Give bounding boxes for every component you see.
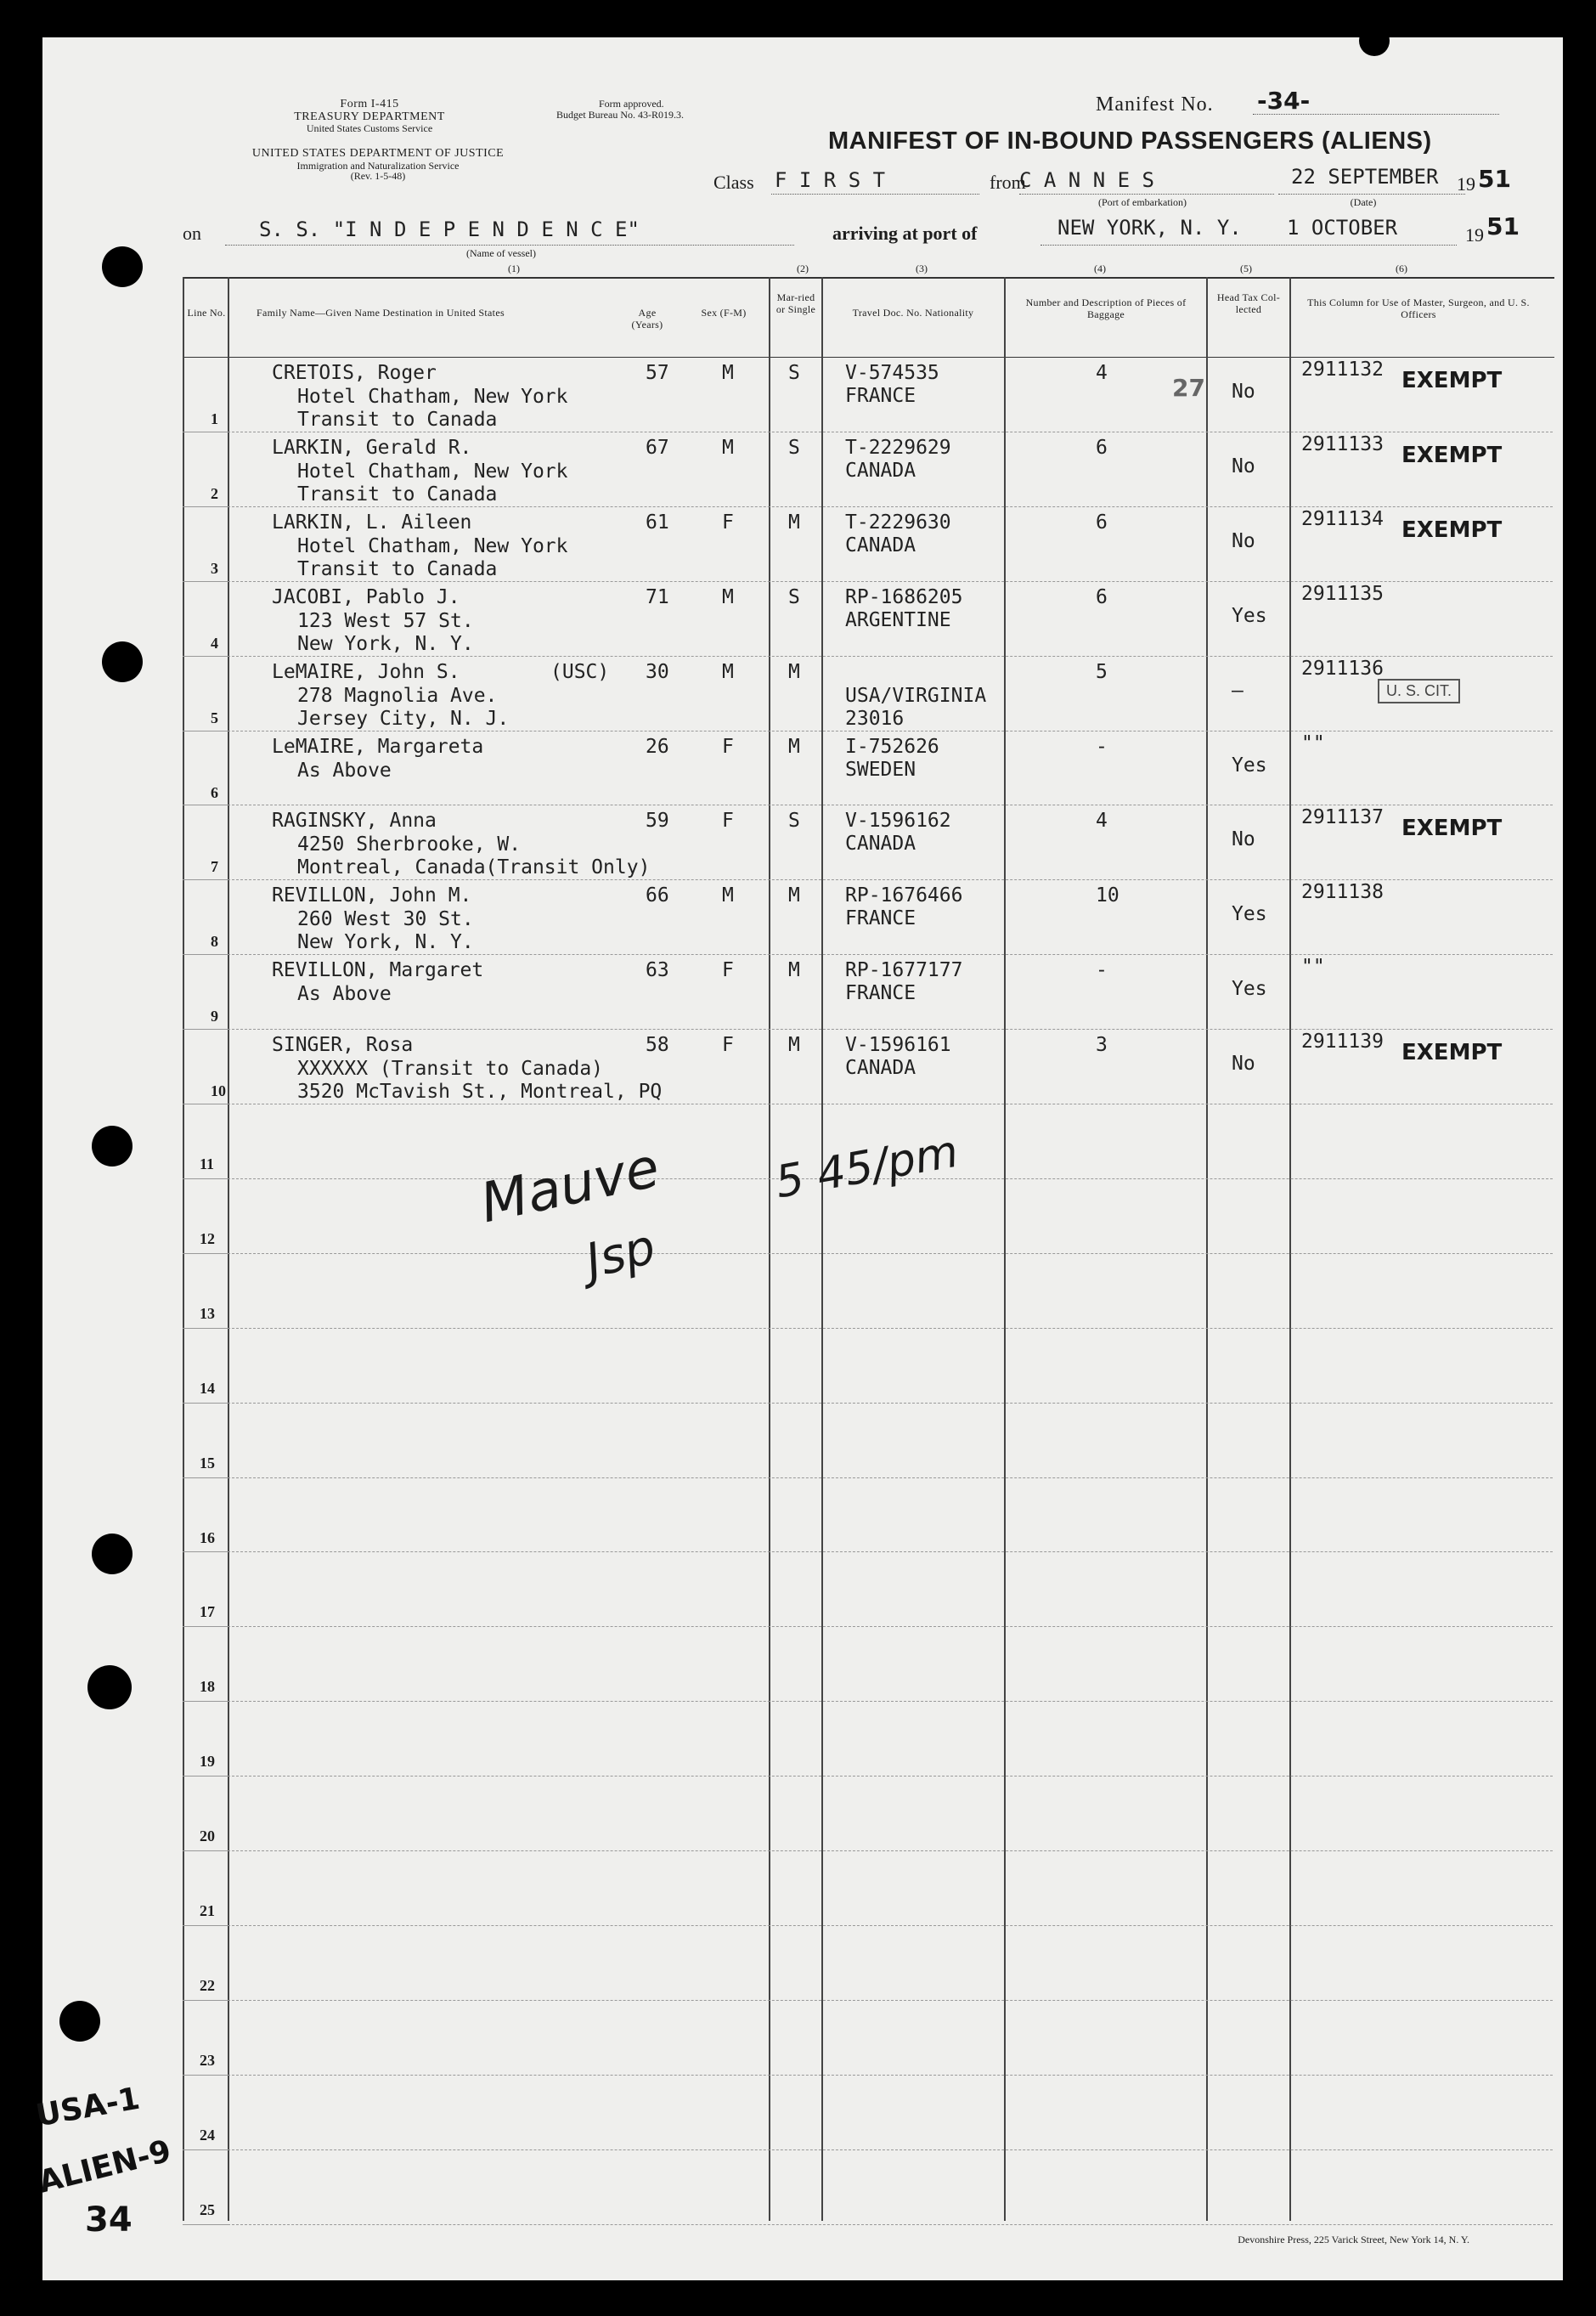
travel-doc-number: RP-1686205	[845, 585, 963, 608]
passenger-name: SINGER, Rosa	[272, 1034, 414, 1057]
col-border-tax-right	[1289, 277, 1291, 2221]
age-value: 30	[646, 660, 669, 683]
exempt-note: EXEMPT	[1401, 816, 1503, 842]
passenger-name: LARKIN, Gerald R.	[272, 436, 472, 459]
passenger-name: LARKIN, L. Aileen	[272, 511, 472, 534]
justice-dept: UNITED STATES DEPARTMENT OF JUSTICE	[251, 147, 505, 160]
destination-line-2: Montreal, Canada(Transit Only)	[297, 856, 651, 879]
baggage-count: 10	[1096, 884, 1119, 907]
year-value: 51	[1478, 165, 1511, 193]
line-number: 5	[211, 709, 218, 726]
us-citizen-stamp: U. S. CIT.	[1378, 679, 1460, 703]
line-number: 17	[200, 1603, 215, 1621]
from-label: from	[990, 172, 1026, 193]
page-title: MANIFEST OF IN-BOUND PASSENGERS (ALIENS)	[828, 127, 1432, 155]
baggage-count: 6	[1096, 436, 1108, 459]
destination-line-1: Hotel Chatham, New York	[297, 386, 568, 408]
travel-doc-number: V-1596161	[845, 1034, 951, 1057]
col-num-3: (3)	[916, 263, 928, 274]
passenger-name: REVILLON, Margaret	[272, 959, 484, 982]
marital-status: M	[788, 959, 800, 982]
travel-doc-number: USA/VIRGINIA	[845, 684, 987, 707]
passenger-name: JACOBI, Pablo J.	[272, 585, 460, 608]
line-number: 22	[200, 1976, 215, 1994]
destination-line-1: Hotel Chatham, New York	[297, 460, 568, 483]
travel-doc-number: V-1596162	[845, 810, 951, 833]
col-border-line	[228, 277, 229, 2221]
age-value: 66	[646, 884, 669, 907]
signature-1: Mauve	[475, 1136, 665, 1236]
binder-hole	[87, 1665, 132, 1709]
line-no-rule	[183, 1776, 228, 1777]
line-number: 21	[200, 1902, 215, 1919]
revision-date: (Rev. 1-5-48)	[350, 170, 406, 183]
line-number: 14	[200, 1379, 215, 1397]
row-rule	[228, 1403, 1553, 1404]
row-rule	[228, 1850, 1553, 1851]
col-border-left	[183, 277, 184, 2221]
baggage-count: 4	[1096, 362, 1108, 384]
officer-number: 2911134	[1301, 507, 1384, 530]
line-no-rule	[183, 1403, 228, 1404]
sex-value: M	[722, 436, 734, 459]
vessel-caption: (Name of vessel)	[466, 247, 536, 259]
year2-value: 51	[1486, 212, 1520, 240]
embark-caption: (Port of embarkation)	[1098, 196, 1187, 208]
officer-number: 2911136	[1301, 657, 1384, 680]
row-rule	[228, 1328, 1553, 1329]
head-tax-collected: Yes	[1232, 754, 1267, 777]
baggage-count: 4	[1096, 810, 1108, 833]
col-border-married-left	[769, 277, 770, 2221]
destination-line-1: 278 Magnolia Ave.	[297, 684, 498, 707]
col-border-bag-right	[1206, 277, 1208, 2221]
sex-value: F	[722, 1034, 734, 1057]
line-no-rule	[183, 2224, 228, 2225]
baggage-count: -	[1096, 735, 1108, 758]
line-no-rule	[183, 656, 228, 657]
class-label: Class	[713, 172, 754, 193]
line-no-rule	[183, 1178, 228, 1179]
sex-value: F	[722, 511, 734, 534]
row-rule	[228, 2000, 1553, 2001]
baggage-count: -	[1096, 959, 1108, 982]
nationality: CANADA	[845, 833, 916, 856]
line-number: 12	[200, 1229, 215, 1247]
binder-hole	[102, 641, 143, 682]
sex-value: M	[722, 585, 734, 608]
sex-value: M	[722, 884, 734, 907]
sex-value: F	[722, 959, 734, 982]
citizen-note: (USC)	[550, 660, 610, 683]
line-number: 9	[211, 1008, 218, 1025]
destination-line-2: New York, N. Y.	[297, 931, 474, 954]
year2-prefix: 19	[1465, 224, 1484, 246]
line-no-rule	[183, 506, 228, 507]
nationality: FRANCE	[845, 982, 916, 1005]
line-no-rule	[183, 581, 228, 582]
age-value: 61	[646, 511, 669, 534]
age-value: 67	[646, 436, 669, 459]
col-header-age: Age (Years)	[631, 307, 663, 330]
margin-note-1: USA-1	[33, 2081, 143, 2134]
line-number: 6	[211, 783, 218, 801]
head-tax-collected: Yes	[1232, 978, 1267, 1001]
line-no-rule	[183, 1328, 228, 1329]
printer-credit: Devonshire Press, 225 Varick Street, New York 14, N. Y.	[1238, 2234, 1469, 2245]
line-number: 11	[200, 1155, 215, 1172]
travel-doc-number: T-2229629	[845, 436, 951, 459]
nationality: CANADA	[845, 459, 916, 482]
nationality: CANADA	[845, 534, 916, 556]
passenger-name: RAGINSKY, Anna	[272, 810, 437, 833]
exempt-note: EXEMPT	[1401, 517, 1503, 543]
binder-hole	[92, 1534, 133, 1574]
line-no-rule	[183, 1626, 228, 1627]
col-header-officers: This Column for Use of Master, Surgeon, and U. S. Officers	[1307, 297, 1530, 320]
col-header-tax: Head Tax Col-lected	[1216, 291, 1281, 315]
binder-hole	[92, 1126, 133, 1166]
vessel-underline	[225, 245, 794, 246]
vessel-name: S. S. "I N D E P E N D E N C E"	[259, 217, 640, 241]
line-no-rule	[183, 731, 228, 732]
arrival-date: 1 OCTOBER	[1287, 216, 1398, 240]
baggage-count: 6	[1096, 511, 1108, 534]
embark-underline	[1019, 194, 1274, 195]
destination-line-2: Transit to Canada	[297, 409, 498, 431]
head-tax-collected: —	[1232, 679, 1244, 702]
passenger-name: LeMAIRE, Margareta	[272, 735, 484, 758]
arrival-time: 5 45/pm	[771, 1126, 962, 1209]
baggage-count: 6	[1096, 585, 1108, 608]
sex-value: F	[722, 735, 734, 758]
nationality: ARGENTINE	[845, 608, 951, 631]
row-rule	[228, 1776, 1553, 1777]
line-no-rule	[183, 879, 228, 880]
manifest-number: -34-	[1257, 87, 1311, 115]
arrival-underline	[1041, 245, 1457, 246]
sex-value: M	[722, 362, 734, 384]
passenger-name: REVILLON, John M.	[272, 884, 472, 907]
row-rule	[228, 2149, 1553, 2150]
col-num-6: (6)	[1396, 263, 1407, 274]
embark-port: C A N N E S	[1019, 168, 1154, 192]
age-value: 58	[646, 1034, 669, 1057]
passenger-name: LeMAIRE, John S.	[272, 660, 460, 683]
arrival-port: NEW YORK, N. Y.	[1057, 216, 1242, 240]
line-number: 2	[211, 484, 218, 502]
form-number: Form I-415	[340, 98, 399, 110]
destination-line-1: XXXXXX (Transit to Canada)	[297, 1058, 604, 1081]
col-header-line: Line No.	[187, 307, 226, 319]
col-border-doc-right	[1004, 277, 1006, 2221]
line-no-rule	[183, 1477, 228, 1478]
destination-line-1: As Above	[297, 759, 392, 782]
signature-2: Jsp	[580, 1219, 661, 1290]
destination-line-2: Jersey City, N. J.	[297, 707, 510, 730]
line-no-rule	[183, 1253, 228, 1254]
arriving-label: arriving at port of	[832, 223, 978, 244]
col-header-baggage: Number and Description of Pieces of Baggage	[1025, 297, 1187, 320]
line-no-rule	[183, 2149, 228, 2150]
treasury-header	[259, 99, 480, 134]
row-rule	[228, 1626, 1553, 1627]
date-caption: (Date)	[1350, 196, 1377, 208]
line-no-rule	[183, 954, 228, 955]
passenger-name: CRETOIS, Roger	[272, 362, 437, 384]
line-no-rule	[183, 1701, 228, 1702]
date-underline	[1278, 194, 1465, 195]
destination-line-1: 123 West 57 St.	[297, 609, 474, 632]
officer-number: 2911133	[1301, 432, 1384, 455]
exempt-note: EXEMPT	[1401, 442, 1503, 468]
exempt-note: EXEMPT	[1401, 368, 1503, 393]
col-num-2: (2)	[797, 263, 809, 274]
destination-line-1: 4250 Sherbrooke, W.	[297, 833, 522, 856]
officer-number: 2911139	[1301, 1031, 1384, 1053]
col-header-sex: Sex (F-M)	[701, 307, 747, 319]
destination-line-1: Hotel Chatham, New York	[297, 534, 568, 557]
approval-block	[556, 99, 803, 120]
baggage-count: 5	[1096, 660, 1108, 683]
nationality: CANADA	[845, 1057, 916, 1080]
line-no-rule	[183, 1925, 228, 1926]
nationality: FRANCE	[845, 385, 916, 407]
row-rule	[228, 1253, 1553, 1254]
travel-doc-number: V-574535	[845, 362, 939, 384]
travel-doc-number: I-752626	[845, 735, 939, 758]
destination-line-2: Transit to Canada	[297, 483, 498, 506]
destination-line-2: Transit to Canada	[297, 557, 498, 580]
year-prefix: 19	[1457, 173, 1475, 195]
marital-status: M	[788, 735, 800, 758]
marital-status: M	[788, 511, 800, 534]
destination-line-1: As Above	[297, 983, 392, 1006]
col-header-name: Family Name—Given Name Destination in United States	[257, 307, 505, 319]
line-number: 16	[200, 1528, 215, 1546]
travel-doc-number: T-2229630	[845, 511, 951, 534]
head-tax-collected: Yes	[1232, 903, 1267, 926]
line-number: 8	[211, 933, 218, 951]
row-rule	[228, 1701, 1553, 1702]
nationality: SWEDEN	[845, 758, 916, 781]
line-number: 1	[211, 410, 218, 427]
marital-status: S	[788, 362, 800, 384]
col-header-married: Mar-ried or Single	[775, 291, 816, 315]
officer-number: ""	[1301, 956, 1325, 979]
ins-service: Immigration and Naturalization Service	[296, 159, 460, 172]
line-no-rule	[183, 1029, 228, 1030]
officer-number: 2911138	[1301, 881, 1384, 904]
line-no-rule	[183, 1850, 228, 1851]
age-value: 63	[646, 959, 669, 982]
margin-note-3: 34	[85, 2200, 133, 2240]
margin-note-2: ALIEN-9	[35, 2133, 175, 2200]
departure-date: 22 SEPTEMBER	[1291, 165, 1439, 189]
col-border-married-right	[821, 277, 823, 2221]
line-number: 23	[200, 2051, 215, 2069]
row-rule	[228, 1925, 1553, 1926]
manifest-underline	[1253, 114, 1499, 115]
justice-header	[183, 148, 573, 182]
nationality: 23016	[845, 707, 905, 730]
line-number: 20	[200, 1827, 215, 1845]
officer-number: 2911135	[1301, 582, 1384, 605]
destination-line-1: 260 West 30 St.	[297, 908, 474, 931]
line-number: 19	[200, 1753, 215, 1771]
row-rule	[228, 1477, 1553, 1478]
table-top-border	[183, 277, 1554, 279]
destination-line-2: New York, N. Y.	[297, 632, 474, 655]
form-approved: Form approved.	[599, 98, 664, 110]
line-number: 7	[211, 858, 218, 876]
binder-hole	[102, 246, 143, 287]
tax-note: 27	[1172, 374, 1205, 402]
marital-status: M	[788, 660, 800, 683]
row-rule	[228, 2224, 1553, 2225]
age-value: 59	[646, 810, 669, 833]
class-underline	[771, 194, 979, 195]
line-number: 25	[200, 2200, 215, 2218]
officer-number: ""	[1301, 732, 1325, 754]
marital-status: S	[788, 585, 800, 608]
col-num-4: (4)	[1094, 263, 1106, 274]
row-rule	[228, 1551, 1553, 1552]
exempt-note: EXEMPT	[1401, 1040, 1503, 1066]
head-tax-collected: No	[1232, 1053, 1255, 1076]
age-value: 26	[646, 735, 669, 758]
line-number: 18	[200, 1678, 215, 1696]
officer-number: 2911132	[1301, 359, 1384, 381]
line-number: 4	[211, 634, 218, 652]
destination-line-2: 3520 McTavish St., Montreal, PQ	[297, 1081, 663, 1104]
line-number: 24	[200, 2126, 215, 2144]
manifest-sheet	[42, 37, 1563, 2280]
sex-value: F	[722, 810, 734, 833]
row-rule	[228, 2075, 1553, 2076]
binder-hole	[59, 2001, 100, 2042]
sex-value: M	[722, 660, 734, 683]
class-value: F I R S T	[775, 168, 886, 192]
age-value: 57	[646, 362, 669, 384]
binder-hole	[1359, 25, 1390, 56]
budget-bureau: Budget Bureau No. 43-R019.3.	[556, 108, 684, 121]
customs-service: United States Customs Service	[306, 122, 433, 135]
marital-status: M	[788, 1034, 800, 1057]
marital-status: S	[788, 436, 800, 459]
line-number: 15	[200, 1454, 215, 1472]
line-number: 3	[211, 559, 218, 577]
on-label: on	[183, 223, 201, 244]
head-tax-collected: No	[1232, 455, 1255, 477]
head-tax-collected: No	[1232, 828, 1255, 851]
line-no-rule	[183, 2075, 228, 2076]
head-tax-collected: No	[1232, 381, 1255, 403]
treasury-dept: TREASURY DEPARTMENT	[294, 110, 445, 123]
col-num-1: (1)	[508, 263, 520, 274]
head-tax-collected: No	[1232, 529, 1255, 552]
col-header-doc: Travel Doc. No. Nationality	[852, 307, 974, 319]
manifest-label: Manifest No.	[1096, 93, 1214, 116]
age-value: 71	[646, 585, 669, 608]
nationality: FRANCE	[845, 907, 916, 930]
baggage-count: 3	[1096, 1034, 1108, 1057]
marital-status: S	[788, 810, 800, 833]
line-number: 13	[200, 1304, 215, 1322]
line-number: 10	[211, 1082, 226, 1100]
travel-doc-number: RP-1677177	[845, 959, 963, 982]
travel-doc-number: RP-1676466	[845, 884, 963, 907]
officer-number: 2911137	[1301, 806, 1384, 829]
marital-status: M	[788, 884, 800, 907]
line-no-rule	[183, 2000, 228, 2001]
col-num-5: (5)	[1240, 263, 1252, 274]
head-tax-collected: Yes	[1232, 604, 1267, 627]
line-no-rule	[183, 1551, 228, 1552]
